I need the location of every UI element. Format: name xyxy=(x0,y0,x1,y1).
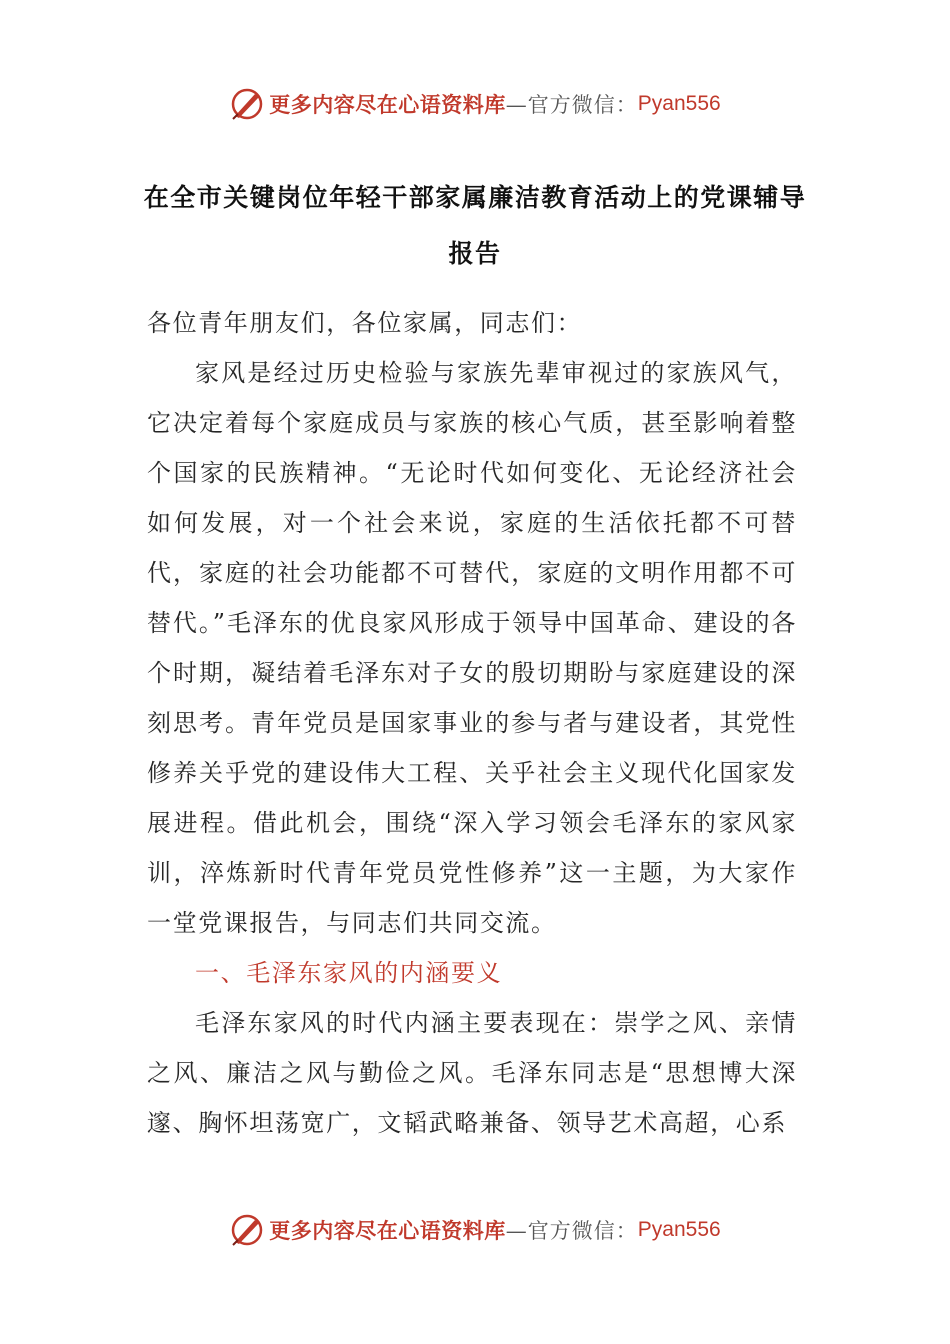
pen-circle-logo-icon xyxy=(229,86,265,122)
banner-site-name: 更多内容尽在心语资料库 xyxy=(269,92,506,117)
document-body xyxy=(147,298,797,1148)
header-banner xyxy=(0,84,950,124)
section-heading-1: 一、毛泽东家风的内涵要义 xyxy=(195,959,503,987)
banner-wechat-id: Pyan556 xyxy=(637,92,721,115)
paragraph-1: 家风是经过历史检验与家族先辈审视过的家族风气，它决定着每个家庭成员与家族的核心气质，甚至影响着整个国家的民族精神。“无论时代如何变化、无论经济社会如何发展，对一个社会来说，家庭的生活依托都不可替代，家庭的社会功能都不可替代，家庭的文明作用都不可替代。”毛泽东的优良家风形成于领导中国革命、建设的各个时期，凝结着毛泽东对子女的殷切期盼与家庭建设的深刻思考。青年党员是国家事业的参与者与建设者，其党性修养关乎党的建设伟大工程、关乎社会主义现代化国家发展进程。借此机会，围绕“深入学习领会毛泽东的家风家训，淬炼新时代青年党员党性修养”这一主题，为大家作一堂党课报告，与同志们共同交流。 xyxy=(147,359,797,937)
banner-wechat-label: —官方微信： xyxy=(505,1219,638,1243)
title-line-1: 在全市关键岗位年轻干部家属廉洁教育活动上的党课辅导 xyxy=(143,183,807,212)
footer-banner xyxy=(0,1210,950,1250)
banner-wechat-id: Pyan556 xyxy=(637,1218,721,1241)
banner-site-name: 更多内容尽在心语资料库 xyxy=(269,1218,506,1243)
document-title xyxy=(100,170,850,282)
salutation: 各位青年朋友们，各位家属，同志们： xyxy=(147,309,583,337)
banner-wechat-label: —官方微信： xyxy=(505,93,638,117)
paragraph-2: 毛泽东家风的时代内涵主要表现在：崇学之风、亲情之风、廉洁之风与勤俭之风。毛泽东同志是“思想博大深邃、胸怀坦荡宽广，文韬武略兼备、领导艺术高超，心系 xyxy=(147,1009,797,1137)
title-line-2: 报告 xyxy=(448,239,502,268)
pen-circle-logo-icon xyxy=(229,1212,265,1248)
